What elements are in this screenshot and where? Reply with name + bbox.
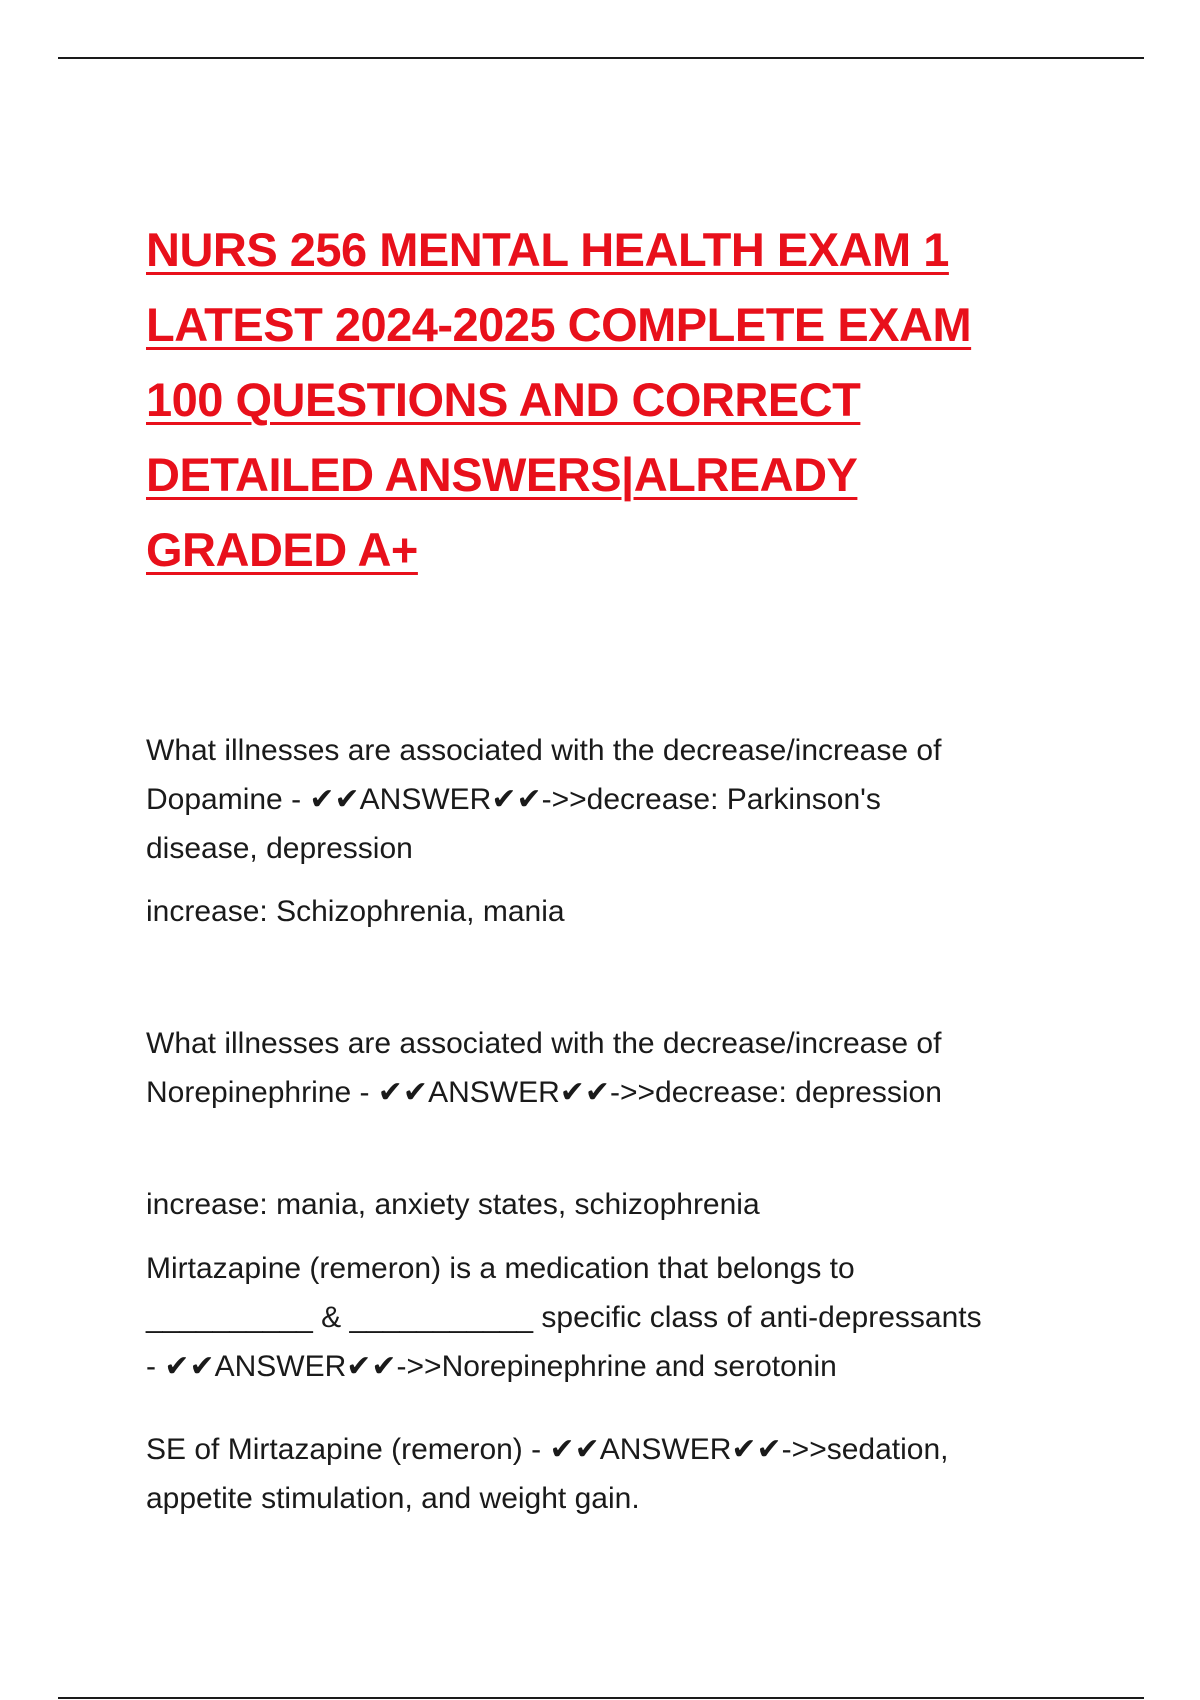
bottom-rule [58,1697,1144,1699]
qa-mirtazapine-class [146,1244,1086,1391]
qa-line: What illnesses are associated with the decrease/increase of [146,1027,942,1060]
qa-line: disease, depression [146,832,413,865]
qa-line: What illnesses are associated with the decrease/increase of [146,734,942,767]
title-line: DETAILED ANSWERS|ALREADY [146,448,858,501]
title-line: GRADED A+ [146,523,418,576]
document-title [146,212,1066,587]
qa-line: Dopamine - ✔✔ANSWER✔✔->>decrease: Parkinson's [146,783,881,816]
top-rule [58,57,1144,59]
qa-line: Mirtazapine (remeron) is a medication that belongs to [146,1252,855,1285]
qa-line: Norepinephrine - ✔✔ANSWER✔✔->>decrease: depression [146,1076,942,1109]
qa-mirtazapine-side-effects [146,1425,1086,1523]
qa-line: SE of Mirtazapine (remeron) - ✔✔ANSWER✔✔->>sedation, [146,1433,949,1466]
qa-line: appetite stimulation, and weight gain. [146,1482,640,1515]
title-line: NURS 256 MENTAL HEALTH EXAM 1 [146,223,949,276]
qa-line: increase: Schizophrenia, mania [146,895,565,928]
qa-line: increase: mania, anxiety states, schizophrenia [146,1188,760,1221]
title-line: LATEST 2024-2025 COMPLETE EXAM [146,298,972,351]
qa-dopamine-increase [146,887,1086,936]
qa-line: __________ & ___________ specific class of anti-depressants [146,1301,982,1334]
title-line: 100 QUESTIONS AND CORRECT [146,373,861,426]
qa-norepinephrine [146,1019,1086,1117]
qa-line: - ✔✔ANSWER✔✔->>Norepinephrine and serotonin [146,1350,837,1383]
qa-dopamine [146,726,1086,873]
qa-norepinephrine-increase [146,1180,1086,1229]
